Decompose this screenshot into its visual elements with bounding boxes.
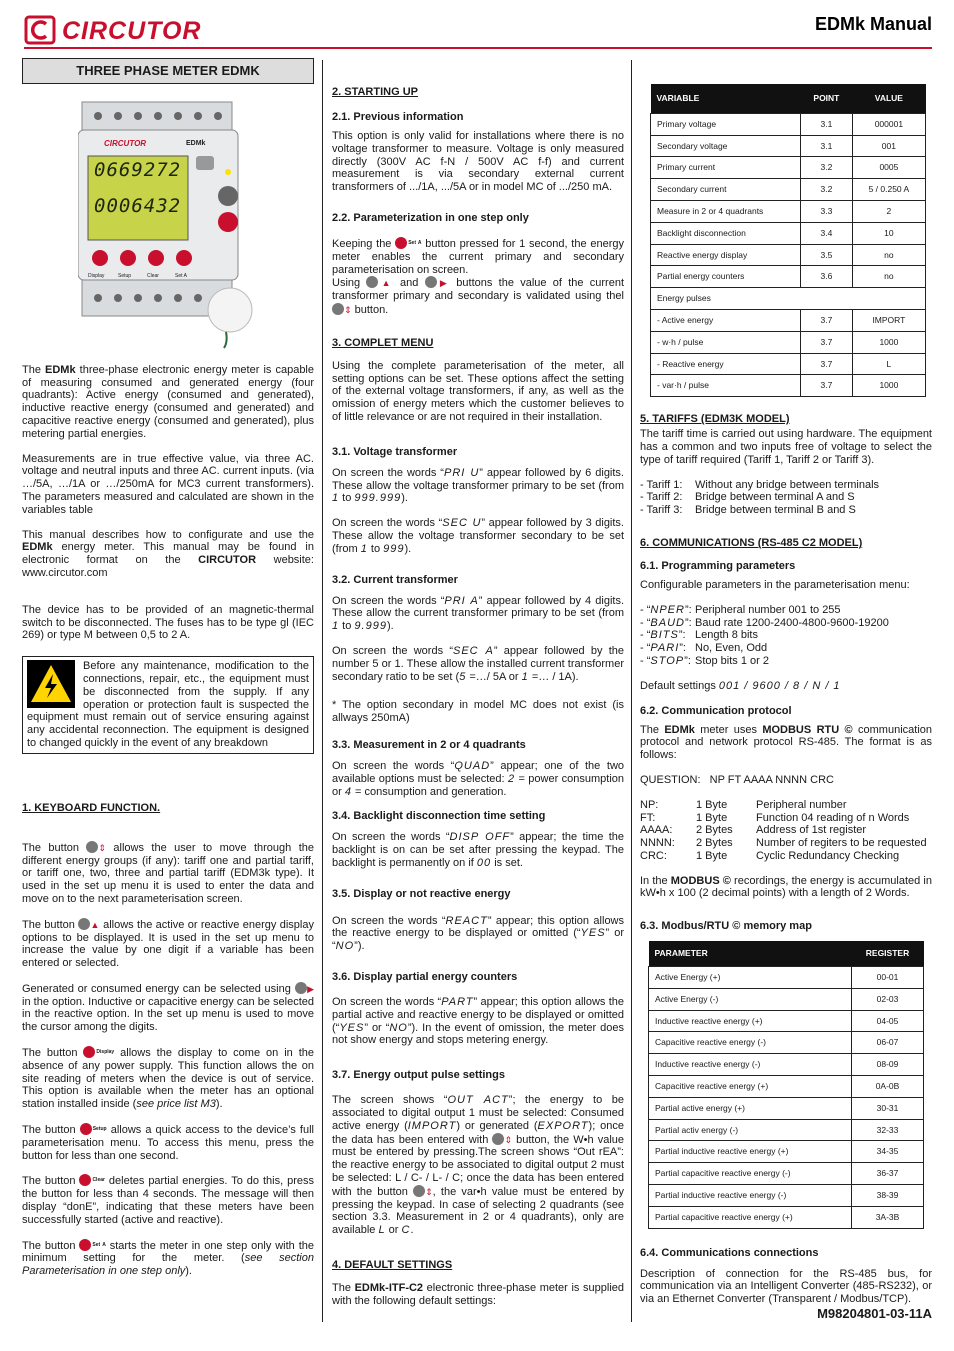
table-cell: L <box>852 353 925 375</box>
table-row <box>651 157 926 179</box>
circutor-logo-icon <box>24 14 56 46</box>
table-row <box>649 1163 924 1185</box>
set-a-button-icon <box>79 1239 91 1251</box>
up-down-arrow-icon: ⇕ <box>504 1134 512 1145</box>
list-item: FT: 1 Byte Function 04 reading of n Words <box>640 811 910 824</box>
paragraph: On screen the words “QUAD” appear; one of the two available options must be selected: 2 = power consumption or 4 = consumption and generation. <box>332 759 625 798</box>
table-cell: - var·h / pulse <box>651 375 801 397</box>
table-cell: no <box>852 244 925 266</box>
keyboard-paragraph: The button $^{Clear}$ deletes partial energies. To do this, press the button for less than 4 seconds. The message will then display “donE”, indicating that these meters have been successfully started (active and reactive). <box>22 1175 314 1226</box>
paragraph: Using the complete parameterisation of the meter, all setting options can be set. These options affect the setting of the external voltage transformers, if any, as well as the omission of energy meters which the customer believes to of little relevance or are not required in their installation. <box>332 359 624 423</box>
paragraph: On screen the words “SEC U” appear followed by 3 digits. These allow the voltage transformer secondary to be set (from 1 to 999). <box>332 517 624 555</box>
paragraph: On screen the words “PART” appear; this option allows the partial active and reactive energy to be displayed or omitted (“YES” or “NO”). In the event of omission, the meter does not show energy and stops metering energy. <box>332 996 624 1047</box>
grey-button-icon <box>413 1185 425 1197</box>
table-cell: 3A-3B <box>852 1206 924 1228</box>
table-cell: Active Energy (+) <box>649 967 852 989</box>
grey-button-icon <box>332 303 344 315</box>
subsection-heading: 6.3. Modbus/RTU © memory map <box>640 920 812 933</box>
table-cell: Measure in 2 or 4 quadrants <box>651 200 801 222</box>
table-cell: 32-33 <box>852 1119 924 1141</box>
column-2 <box>332 58 624 1320</box>
subsection-heading: 3.5. Display or not reactive energy <box>332 887 511 900</box>
table-cell: 5 / 0.250 A <box>852 179 925 201</box>
keyboard-paragraph: The button ▲ allows the active or reactive energy display options to be displayed. It is used in the set up menu to increase the value by one digit if a variable has been entered or selected. <box>22 918 314 970</box>
right-arrow-icon: ▶ <box>306 983 315 994</box>
right-arrow-icon: ▶ <box>436 278 451 289</box>
table-row <box>649 1054 924 1076</box>
table-row <box>649 1076 924 1098</box>
table-cell: 30-31 <box>852 1097 924 1119</box>
clear-button-icon <box>79 1174 91 1186</box>
table-row <box>649 988 924 1010</box>
up-down-arrow-icon: ⇕ <box>425 1186 433 1197</box>
table-cell: 1000 <box>852 375 925 397</box>
device-display-bottom: 0006432 <box>94 194 182 217</box>
display-button-icon <box>83 1046 95 1058</box>
table-header: PARAMETER <box>649 941 852 966</box>
table-cell: - Active energy <box>651 309 801 331</box>
table-row <box>649 1206 924 1228</box>
table-row <box>651 222 926 244</box>
table-cell: Secondary voltage <box>651 135 801 157</box>
warning-box <box>22 656 314 754</box>
table-cell: 3.3 <box>801 200 853 222</box>
table-cell: 04-05 <box>852 1010 924 1032</box>
device-key-label: Setup <box>118 272 132 279</box>
tariff-list <box>640 479 932 517</box>
table-row <box>651 331 926 353</box>
intro-paragraph: The EDMk three-phase electronic energy meter is capable of measuring consumed and generated energy (four quadrants): Active energy (consumed and generated), inductive reactive energy (consumed and generated) and capacitive reactive energy (consumed and generated), plus metering partial energies. <box>22 363 314 440</box>
table-row <box>649 1119 924 1141</box>
keyboard-paragraph: The button $^{Setup}$ allows a quick access to the device’s full parameterisation menu. To access this menu, press the button for less than one second. <box>22 1124 314 1162</box>
meter-device-icon <box>78 98 260 350</box>
paragraph: On screen the words “SEC A” appear followed by the number 5 or 1. These allow the installed current transformer secondary ratio to be set (5 =…/ 5A or 1 =… / 1A). <box>332 644 624 683</box>
table-row <box>651 266 926 288</box>
high-voltage-warning-icon <box>27 660 75 708</box>
table-header: POINT <box>801 84 853 113</box>
table-cell: 3.1 <box>801 113 853 135</box>
subsection-heading: 3.6. Display partial energy counters <box>332 971 518 984</box>
table-cell: Partial activ energy (-) <box>649 1119 852 1141</box>
table-cell: 000001 <box>852 113 925 135</box>
table-row <box>651 179 926 201</box>
section-heading: 6. COMMUNICATIONS (RS-485 C2 MODEL) <box>640 536 863 549</box>
table-cell: 36-37 <box>852 1163 924 1185</box>
paragraph: The screen shows “OUT ACT”; the energy to be associated to digital output 1 must be selected: Consumed active energy (IMPORT) or generated (EXPORT); once the data has been entered with ⇕ button, the W•h value must be entered by pressing.The screen shows “Out rEA”: the reactive energy to be associated to digital output 2 must be selected: L / C- / L- / C; once the data has been entered with the button ⇕, the var•h value must be entered by pressing the keypad. In case of selecting 2 quadrants (see section 3.3. Measurement in 2 or 4 quadrants), only are available L or C. <box>332 1094 625 1237</box>
table-cell: Reactive energy display <box>651 244 801 266</box>
table-cell: 06-07 <box>852 1032 924 1054</box>
list-item: - “STOP”: Stop bits 1 or 2 <box>640 654 769 667</box>
subsection-heading: 6.2. Communication protocol <box>640 704 792 717</box>
table-header: VARIABLE <box>651 84 801 113</box>
circutor-logo <box>24 12 204 52</box>
column-1 <box>22 58 314 1290</box>
paragraph: Using ▲ and ▶ buttons the value of the current transformer primary and secondary is validated using thel ⇕ button. <box>332 277 625 316</box>
column-divider <box>322 60 323 1322</box>
brand-name: CIRCUTOR <box>62 17 202 45</box>
table-cell: Inductive reactive energy (+) <box>649 1010 852 1032</box>
table-cell: 3.2 <box>801 157 853 179</box>
table-cell: 3.7 <box>801 353 853 375</box>
paragraph: On screen the words “PRI U” appear followed by 6 digits. These allow the voltage transformer primary to be set (from 1 to 999.999). <box>332 466 624 505</box>
keyboard-paragraph: Generated or consumed energy can be selected using ▶ in the option. Inductive or capacitive energy can be selected in the reactive option. In the set up menu is used to move the cursor among the digits. <box>22 982 315 1034</box>
paragraph: Description of connection for the RS-485 bus, for communication via an Intelligent Converter (485-RS232), or via an Ethernet Converter (Transparent / Modbus/TCP). <box>640 1267 932 1306</box>
keyboard-paragraph: The button $^{Set A}$ starts the meter in one step only with the minimum setting for the meter. (see section Parameterisation in one step only). <box>22 1239 314 1278</box>
table-cell: Primary voltage <box>651 113 801 135</box>
list-item: AAAA: 2 Bytes Address of 1st register <box>640 824 867 837</box>
up-down-arrow-icon: ⇕ <box>344 304 352 315</box>
table-cell: Active Energy (-) <box>649 988 852 1010</box>
table-cell: Partial capacitive reactive energy (+) <box>649 1206 852 1228</box>
table-row <box>651 244 926 266</box>
table-cell: 3.7 <box>801 375 853 397</box>
section-heading: 2. STARTING UP <box>332 86 418 98</box>
table-cell: 001 <box>852 135 925 157</box>
table-cell: - w·h / pulse <box>651 331 801 353</box>
paragraph: The EDMk meter uses MODBUS RTU © communication protocol and network protocol RS-485. The format is as follows: <box>640 723 932 762</box>
subsection-heading: 3.7. Energy output pulse settings <box>332 1069 505 1082</box>
table-cell: - Reactive energy <box>651 353 801 375</box>
warning-text: Before any maintenance, modification to the connections, repair, etc., the equipment must be disconnected from the supply. If any operation or protection fault is suspected the equipment must remain out of service ensuring against any accidental reconnection. The equipment is designed to changed quickly in the event of any breakdown <box>27 660 309 749</box>
intro-paragraph: The device has to be provided of an magnetic-thermal switch to be disconnected. The fuses has to be type gl (IEC 269) or type M between 0,5 to 2 A. <box>22 603 314 642</box>
section-heading: 5. TARIFFS (EDM3K MODEL) <box>640 413 790 426</box>
table-cell: 3.7 <box>801 331 853 353</box>
list-item: - “BITS”: Length 8 bits <box>640 629 758 642</box>
table-header: VALUE <box>852 84 925 113</box>
table-row <box>651 135 926 157</box>
paragraph: On screen the words “PRI A” appear followed by 4 digits. These allow the current transformer primary to be set (from 1 to 9.999). <box>332 594 625 633</box>
set-a-button-icon <box>395 237 407 249</box>
table-cell: Secondary current <box>651 179 801 201</box>
list-item: - Tariff 2: Bridge between terminal A and S <box>640 491 855 504</box>
subsection-heading: 2.2. Parameterization in one step only <box>332 211 529 224</box>
table-cell: Primary current <box>651 157 801 179</box>
setup-button-icon <box>80 1123 92 1135</box>
grey-button-icon <box>78 918 90 930</box>
list-item: - Tariff 3: Bridge between terminal B and S <box>640 504 856 517</box>
table-cell: 2 <box>852 200 925 222</box>
table-cell: 3.1 <box>801 135 853 157</box>
column-divider <box>631 60 632 1322</box>
subsection-heading: 3.2. Current transformer <box>332 573 458 586</box>
table-cell: 3.7 <box>801 309 853 331</box>
table-cell: 02-03 <box>852 988 924 1010</box>
table-row <box>651 375 926 397</box>
table-cell: 1000 <box>852 331 925 353</box>
table-cell: no <box>852 266 925 288</box>
grey-button-icon <box>295 982 307 994</box>
section-box-title: THREE PHASE METER EDMK <box>22 58 314 84</box>
table-cell: 10 <box>852 222 925 244</box>
subsection-heading: 3.1. Voltage transformer <box>332 445 458 458</box>
table-cell: 3.2 <box>801 179 853 201</box>
table-cell: 0005 <box>852 157 925 179</box>
table-row <box>651 309 926 331</box>
table-cell: Capacitive reactive energy (-) <box>649 1032 852 1054</box>
device-display-top: 0669272 <box>94 158 182 181</box>
subsection-heading: 3.4. Backlight disconnection time setting <box>332 810 546 823</box>
table-cell: 3.5 <box>801 244 853 266</box>
document-code: M98204801-03-11A <box>817 1306 932 1321</box>
table-row <box>651 200 926 222</box>
list-item: CRC: 1 Byte Cyclic Redundancy Checking <box>640 849 900 862</box>
subsection-heading: 3.3. Measurement in 2 or 4 quadrants <box>332 738 526 751</box>
paragraph: QUESTION: NP FT AAAA NNNN CRC <box>640 773 834 786</box>
paragraph: On screen the words “DISP OFF” appear; the time the backlight is on can be set after pressing the keypad. The backlight is permanently on if 00 is set. <box>332 831 624 869</box>
device-model-label: EDMk <box>186 139 206 147</box>
table-row <box>649 1097 924 1119</box>
table-cell: Partial inductive reactive energy (+) <box>649 1141 852 1163</box>
table-cell: Partial energy counters <box>651 266 801 288</box>
table-row <box>651 113 926 135</box>
table-row <box>651 288 926 310</box>
intro-paragraph: Measurements are in true effective value, via three AC. voltage and neutral inputs and three AC. current inputs. (via …/5A, …/1A or …/250mA for MC3 current transformers). The parameters measured and calculated are shown in the variables table <box>22 452 314 516</box>
device-key-label: Display <box>88 272 105 279</box>
table-cell: 34-35 <box>852 1141 924 1163</box>
list-item: - “BAUD”: Baud rate 1200-2400-4800-9600-19200 <box>640 616 889 629</box>
paragraph-note: * The option secondary in model MC does not exist (is allways 250mA) <box>332 699 624 725</box>
section-heading: 4. DEFAULT SETTINGS <box>332 1259 453 1272</box>
table-cell: 38-39 <box>852 1185 924 1207</box>
intro-paragraph: This manual describes how to configurate and use the EDMk energy meter. This manual may be found in electronic format on the CIRCUTOR website: www.circutor.com <box>22 528 314 579</box>
keyboard-paragraph: The button $^{Display}$ allows the display to come on in the absence of any power supply. This function allows the on site reading of meters when the device is out of service. This option is available when the meter has an optional station installed inside (see price list M3). <box>22 1047 314 1111</box>
paragraph: In the MODBUS © recordings, the energy is accumulated in kW•h x 100 (2 decimal points) with a length of 2 Words. <box>640 874 932 900</box>
paragraph: On screen the words “REACT” appear; this option allows the reactive energy to be displayed or omitted (“YES” or “NO”). <box>332 914 624 953</box>
table-row <box>651 353 926 375</box>
grey-button-icon <box>492 1133 504 1145</box>
table-row <box>649 967 924 989</box>
grey-button-icon <box>86 841 98 853</box>
column-3 <box>640 84 932 1318</box>
table-cell: Capacitive reactive energy (+) <box>649 1076 852 1098</box>
protocol-format-list <box>640 799 932 863</box>
keyboard-paragraph: The button ⇕ allows the user to move through the different energy groups (if any): tariff one and partial tariff, or tariff one, two, three and partial tariff (EDM3k type). It used in the set up menu it is used to enter the data and move on to the next parameterisation screen. <box>22 841 314 905</box>
table-header: REGISTER <box>852 941 924 966</box>
table-cell: 3.6 <box>801 266 853 288</box>
device-key-label: Set A <box>175 272 187 279</box>
subsection-heading: 2.1. Previous information <box>332 111 464 123</box>
table-cell: IMPORT <box>852 309 925 331</box>
table-cell: Partial inductive reactive energy (-) <box>649 1185 852 1207</box>
grey-button-icon <box>366 276 378 288</box>
table-row <box>649 1032 924 1054</box>
table-row <box>649 1010 924 1032</box>
header-divider <box>24 47 932 49</box>
device-photo <box>78 98 260 350</box>
paragraph: Configurable parameters in the parameterisation menu: <box>640 578 910 591</box>
section-heading: 3. COMPLET MENU <box>332 336 434 349</box>
up-arrow-icon: ▲ <box>378 278 394 289</box>
table-cell: 3.4 <box>801 222 853 244</box>
list-item: - “PARI”: No, Even, Odd <box>640 642 768 655</box>
paragraph: This option is only valid for installations where there is no voltage transformer to measure. Voltage is only measured directly (300V AC f-N / 500V AC f-f) and current measurement is via secondary external current transformers of .../1A, .../5A or in model MC of .../250 mA. <box>332 130 624 194</box>
list-item: - Tariff 1: Without any bridge between terminals <box>640 478 880 491</box>
table-cell: 00-01 <box>852 967 924 989</box>
subsection-heading: 6.4. Communications connections <box>640 1246 819 1259</box>
paragraph: Keeping the $^{Set A}$ button pressed for 1 second, the energy meter enables the current primary and secondary parameterisation on screen. <box>332 237 624 276</box>
paragraph: Default settings 001 / 9600 / 8 / N / 1 <box>640 679 841 692</box>
grey-button-icon <box>425 276 437 288</box>
device-brand-label: CIRCUTOR <box>104 138 147 148</box>
table-cell: Energy pulses <box>651 288 926 310</box>
subsection-heading: 6.1. Programming parameters <box>640 559 796 572</box>
comm-parameter-list <box>640 604 932 668</box>
table-cell: 0A-0B <box>852 1076 924 1098</box>
manual-title: EDMk Manual <box>814 14 932 34</box>
modbus-memory-map-table <box>648 941 924 1228</box>
device-key-label: Clear <box>147 272 159 279</box>
paragraph: The EDMk-ITF-C2 electronic three-phase meter is supplied with the following default settings: <box>332 1282 625 1307</box>
table-row <box>649 1185 924 1207</box>
list-item: NNNN: 2 Bytes Number of regiters to be requested <box>640 837 927 850</box>
table-cell: 08-09 <box>852 1054 924 1076</box>
table-cell: Inductive reactive energy (-) <box>649 1054 852 1076</box>
up-arrow-icon: ▲ <box>90 919 100 930</box>
table-cell: Partial capacitive reactive energy (-) <box>649 1163 852 1185</box>
paragraph: The tariff time is carried out using hardware. The equipment has a common and two inputs free of voltage to select the type of tariff required (Tariff 1, Tariff 2 or Tariff 3). <box>640 428 932 466</box>
up-down-arrow-icon: ⇕ <box>98 842 106 853</box>
default-variables-table <box>650 84 926 397</box>
table-cell: Backlight disconnection <box>651 222 801 244</box>
list-item: NP: 1 Byte Peripheral number <box>640 798 847 811</box>
table-row <box>649 1141 924 1163</box>
table-cell: Partial active energy (+) <box>649 1097 852 1119</box>
keyboard-heading: 1. KEYBOARD FUNCTION. <box>22 801 161 814</box>
list-item: - “NPER”: Peripheral number 001 to 255 <box>640 603 841 616</box>
